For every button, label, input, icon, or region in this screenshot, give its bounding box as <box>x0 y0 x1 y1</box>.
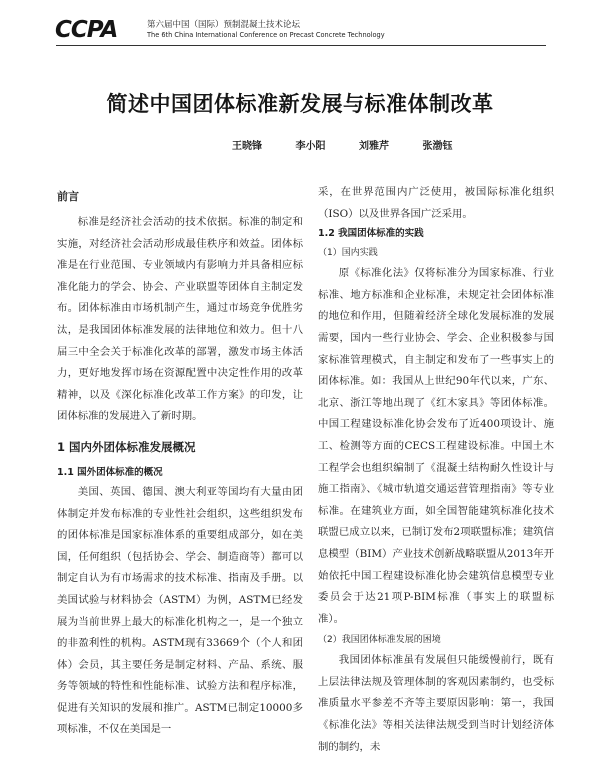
ccpa-logo: CCPA <box>55 17 118 43</box>
right-column <box>318 182 554 758</box>
section-1-heading: 1 国内外团体标准发展概况 <box>57 439 196 454</box>
subsection-heading: （2）我国团体标准发展的困境 <box>318 635 441 646</box>
author-list <box>232 137 482 152</box>
conference-name-en: The 6th China International Conference on Precast Concrete Technology <box>147 31 385 39</box>
author: 李小阳 <box>295 141 326 152</box>
conference-header <box>55 17 555 47</box>
subsection-heading: （1）国内实践 <box>318 248 378 259</box>
left-column <box>57 186 303 741</box>
preface-heading: 前言 <box>57 190 79 203</box>
section-1-1-heading: 1.1 国外团体标准的概况 <box>57 466 163 478</box>
header-rule <box>56 45 546 46</box>
author: 刘雅芹 <box>358 141 389 152</box>
body-paragraph: 美国、英国、德国、澳大利亚等国均有大量由团体制定并发布标准的专业性社会组织，这些组织发布的团体标准是国家标准体系的重要组成部分，如在美国，任何组织（包括协会、学会、制造商等）都可以制定自认为有市场需求的技术标准、指南及手册。以美国试验与材料协会（ASTM）为例，ASTM已经发展为当前世界上最大的标准化机构之一，是一个独立的非盈利性的机构。ASTM现有33669个（个人和团体）会员，其主要任务是制定材料、产品、系统、服务等领域的特性和性能标准、试验方法和程序标准，促进有关知识的发展和推广。ASTM已制定10000多项标准，不仅在美国是一 <box>57 485 303 736</box>
body-paragraph: 原《标准化法》仅将标准分为国家标准、行业标准、地方标准和企业标准，未规定社会团体标准的地位和作用，但随着经济全球化发展标准的发展需要，国内一些行业协会、学会、企业积极参与国家标准管理模式，自主制定和发布了一些事实上的团体标准。如：我国从上世纪90年代以来，广东、北京、浙江等地出现了《红木家具》等团体标准。中国工程建设标准化协会发布了近400项设计、施工、检测等方面的CECS工程建设标准。中国土木工程学会也组织编制了《混凝土结构耐久性设计与施工指南》、《城市轨道交通运营管理指南》等专业标准。在建筑业方面，如全国智能建筑标准化技术联盟已成立以来，已制订发布2项联盟标准；建筑信息模型（BIM）产业技术创新战略联盟从2013年开始依托中国工程建设标准化协会建筑信息模型专业委员会于达21项P-BIM标准（事实上的联盟标准）。 <box>318 267 554 625</box>
body-paragraph: 我国团体标准虽有发展但只能缓慢前行，既有上层法律法规及管理体制的客观因素制约，也受标准质量水平参差不齐等主要原因影响：第一，我国《标准化法》等相关法律法规受到当时计划经济体制的制约，未 <box>318 654 554 753</box>
author: 王晓锋 <box>232 141 262 152</box>
paper-title: 简述中国团体标准新发展与标准体制改革 <box>106 92 494 116</box>
author: 张渤钰 <box>422 141 453 152</box>
conference-name-cn: 第六届中国（国际）预制混凝土技术论坛 <box>147 20 301 30</box>
body-paragraph-continued: 采，在世界范围内广泛使用，被国际标准化组织（ISO）以及世界各国广泛采用。 <box>318 186 554 220</box>
section-1-2-heading: 1.2 我国团体标准的实践 <box>318 228 424 240</box>
preface-paragraph: 标准是经济社会活动的技术依据。标准的制定和实施，对经济社会活动形成最佳秩序和效益。团体标准是在行业范围、专业领域内有影响力并具备相应标准化能力的学会、协会、产业联盟等团体自主制定发布。团体标准由市场机制产生，通过市场竞争优胜劣汰，是我国团体标准发展的法律地位和效力。但十八届三中全会关于标准化改革的部署，激发市场主体活力，更好地发挥市场在资源配置中决定性作用的改革精神，以及《深化标准化改革工作方案》的印发，让团体标准的发展进入了新时期。 <box>57 216 303 423</box>
